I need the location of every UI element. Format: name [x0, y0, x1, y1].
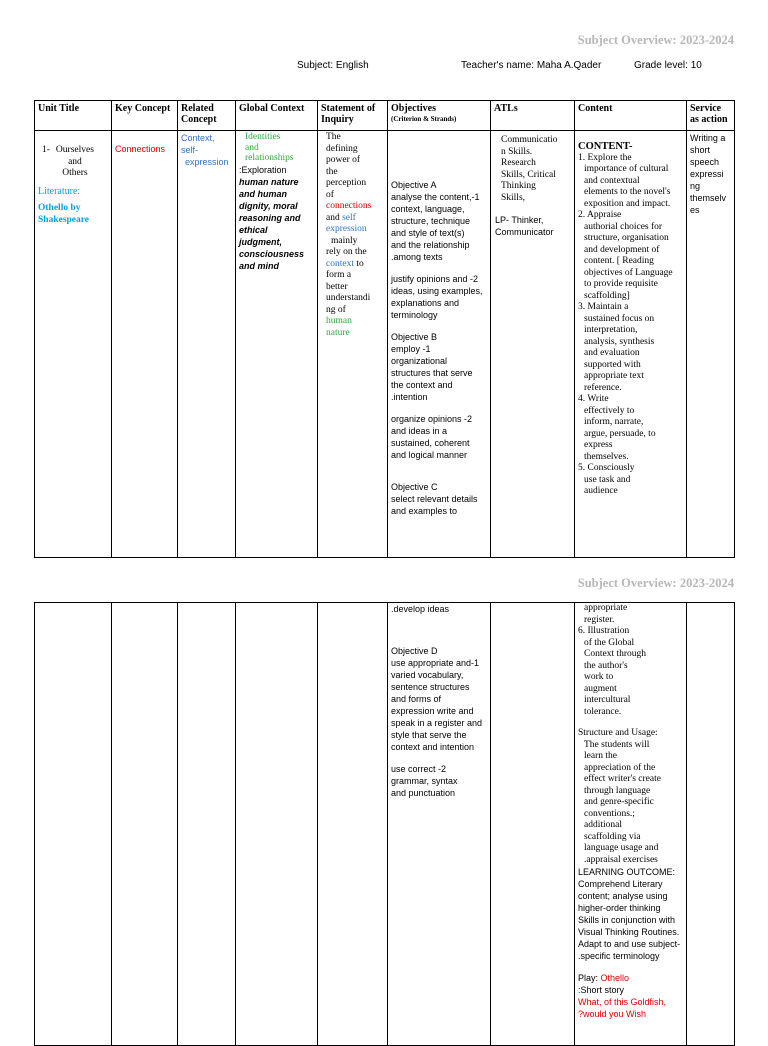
objective-b-title: Objective B: [391, 332, 438, 342]
objectives-cell: [388, 603, 491, 1046]
content-line: appropriate text: [584, 371, 644, 381]
content-line: sustained focus on: [584, 313, 655, 324]
outcome-line: higher-order thinking: [578, 903, 661, 913]
objective-line: explanations and: [391, 298, 460, 308]
global-context-line: reasoning and: [239, 212, 301, 223]
content-line: content. [ Reading: [584, 256, 654, 266]
statement-line: understandi: [326, 293, 371, 303]
objectives-cell: [388, 131, 491, 558]
story-line: What, of this Goldfish,: [578, 997, 667, 1007]
global-context-cell: [236, 131, 318, 558]
related-concept-cell: [178, 603, 236, 1046]
content-line: to provide requisite: [584, 279, 658, 289]
objective-line: style that serve the: [391, 730, 467, 740]
objective-line: select relevant details: [391, 494, 478, 504]
statement-line: rely on the: [326, 247, 367, 257]
content-line: interpretation,: [584, 325, 638, 335]
objective-line: structure, technique: [391, 216, 471, 226]
atl-line: Thinking: [501, 181, 536, 191]
objectives-header-sub: (Criterion & Strands): [391, 115, 457, 123]
unit-name-line: and: [68, 156, 82, 167]
column-header-atls: ATLs: [491, 101, 575, 131]
structure-line: effect writer's create: [584, 774, 661, 784]
service-line: expressi: [690, 169, 724, 179]
atl-line: Research: [501, 158, 536, 168]
objective-line: grammar, syntax: [391, 776, 458, 786]
structure-line: .appraisal exercises: [584, 854, 658, 865]
related-concept-cell: [178, 131, 236, 558]
objective-line: structures that serve: [391, 368, 473, 378]
unit-name: [56, 145, 94, 180]
objective-line: organize opinions -2: [391, 414, 473, 424]
learning-outcome: [578, 866, 683, 962]
service-line: short: [690, 145, 711, 155]
global-context-title-line: and: [245, 142, 259, 153]
objective-c-strand-1: [391, 493, 487, 517]
objective-line: and the relationship: [391, 240, 470, 250]
content-line: and contextual: [584, 175, 640, 186]
content-line: objectives of Language: [584, 267, 673, 278]
global-context-line: ethical: [239, 224, 268, 235]
content-line: authorial choices for: [584, 221, 663, 232]
content-line: 6. Illustration: [578, 626, 630, 636]
table-row: [35, 603, 735, 1046]
outcome-line: Adapt to and use subject-: [578, 939, 681, 949]
play-label: Play:: [578, 973, 599, 983]
play-title: Othello: [600, 973, 630, 983]
short-story-label: :Short story: [578, 985, 625, 995]
outcome-line: LEARNING OUTCOME:: [578, 867, 676, 877]
objective-line: and logical manner: [391, 450, 468, 460]
overview-table-page2: [34, 602, 735, 1046]
table-header-row: [35, 101, 735, 131]
outcome-line: .specific terminology: [578, 951, 660, 961]
objective-line: sustained, coherent: [391, 438, 470, 448]
grade-level: Grade level: 10: [634, 60, 702, 71]
overview-table-page1: [34, 100, 735, 558]
related-concept-line: Context,: [181, 133, 215, 143]
content-line: elements to the novel's: [584, 187, 671, 197]
objective-a-strand-2: [391, 273, 487, 321]
objective-d-strand-1: [391, 657, 487, 753]
statement-word-nature: nature: [326, 327, 350, 338]
content-list-continued: [578, 603, 683, 718]
outcome-line: Visual Thinking Routines.: [578, 927, 680, 937]
key-concept: Connections: [115, 144, 166, 154]
content-line: tolerance.: [584, 706, 622, 717]
content-line: augment: [584, 683, 617, 694]
global-context-line: human nature: [239, 176, 299, 187]
learner-profile-line: LP- Thinker,: [495, 215, 544, 225]
global-context-line: consciousness: [239, 248, 305, 259]
content-line: intercultural: [584, 695, 631, 705]
objective-line: use appropriate and-1: [391, 658, 480, 668]
subject-label: Subject: English: [297, 60, 369, 71]
unit-title-cell: [35, 603, 112, 1046]
statement-word-expression: expression: [326, 224, 367, 234]
page-header-title: Subject Overview: 2023-2024: [577, 33, 734, 47]
atls-cell: [491, 131, 575, 558]
column-header-related-concept: Related Concept: [178, 101, 236, 131]
book-title-line: Shakespeare: [38, 214, 90, 225]
objective-line: and examples to: [391, 506, 458, 516]
content-line: 1. Explore the: [578, 152, 632, 163]
statement-line: better: [326, 281, 348, 292]
content-line: effectively to: [584, 405, 635, 416]
objective-line: the context and: [391, 380, 453, 390]
statement-word: and: [326, 212, 340, 223]
learner-profile: [495, 214, 571, 238]
structure-line: conventions.;: [584, 808, 635, 819]
statement-line: mainly: [331, 235, 358, 246]
structure-line: Structure and Usage:: [578, 728, 658, 738]
content-cell: [575, 603, 687, 1046]
statement-cell: [318, 603, 388, 1046]
global-context-line: dignity, moral: [239, 200, 298, 211]
service-line: es: [690, 205, 700, 215]
objective-line: terminology: [391, 310, 438, 320]
objective-d-title: Objective D: [391, 646, 438, 656]
objective-line: varied vocabulary,: [391, 670, 464, 680]
structure-line: and genre-specific: [584, 797, 654, 807]
statement-line: The: [326, 132, 341, 142]
content-line: 4. Write: [578, 394, 609, 404]
literature-label: Literature:: [38, 185, 81, 197]
content-line: supported with: [584, 359, 641, 370]
objective-line: and forms of: [391, 694, 442, 704]
service-cell: [687, 603, 735, 1046]
structure-line: additional: [584, 820, 622, 830]
outcome-line: Comprehend Literary: [578, 879, 663, 889]
content-line: inform, narrate,: [584, 417, 644, 427]
outcome-line: Skills in conjunction with: [578, 915, 676, 925]
atl-line: Communicatio: [501, 135, 558, 145]
related-concept-line: expression: [185, 157, 229, 167]
key-concept-cell: [112, 131, 178, 558]
service-cell: [687, 131, 735, 558]
content-title: CONTENT-: [578, 141, 633, 152]
statement-word-connections: connections: [326, 201, 372, 211]
objective-line: sentence structures: [391, 682, 470, 692]
objectives-header-label: Objectives: [391, 103, 436, 114]
statement-cell: [318, 131, 388, 558]
global-context-line: and mind: [239, 260, 279, 271]
objective-d-strand-2: [391, 763, 487, 799]
statement-line: the: [326, 166, 338, 177]
statement-line: ng of: [326, 304, 346, 315]
objective-line: use correct -2: [391, 764, 447, 774]
unit-name-line: Ourselves: [55, 145, 94, 155]
unit-name-line: Others: [62, 168, 88, 178]
content-line: the author's: [584, 660, 628, 671]
structure-line: learn the: [584, 751, 617, 761]
content-line: audience: [584, 486, 618, 496]
unit-number: 1-: [42, 145, 50, 155]
column-header-unit-title: Unit Title: [35, 101, 112, 131]
global-context-cell: [236, 603, 318, 1046]
related-concept-line: self-: [181, 145, 199, 155]
objective-c-title: Objective C: [391, 482, 438, 492]
content-list: [578, 153, 683, 498]
book-title: [38, 203, 108, 226]
column-header-service: Service as action: [687, 101, 735, 131]
content-line: register.: [584, 614, 615, 625]
key-concept-cell: [112, 603, 178, 1046]
short-story-title: [578, 996, 683, 1020]
objective-b-strand-2: [391, 413, 487, 461]
table-row: [35, 131, 735, 558]
global-context-title-line: relationships: [245, 153, 294, 163]
objective-line: justify opinions and -2: [391, 274, 479, 284]
objective-line: and punctuation: [391, 788, 456, 798]
objective-line: and ideas in a: [391, 426, 448, 436]
outcome-line: content; analyse using: [578, 891, 668, 901]
column-header-statement: Statement of Inquiry: [318, 101, 388, 131]
objective-line: .intention: [391, 392, 428, 402]
structure-line: language usage and: [584, 843, 659, 853]
content-line: reference.: [584, 382, 622, 393]
content-line: and evaluation: [584, 348, 640, 358]
column-header-objectives: [388, 101, 491, 131]
objective-line: analyse the content,-1: [391, 192, 480, 202]
service-line: speech: [690, 157, 720, 167]
structure-line: scaffolding via: [584, 831, 641, 842]
column-header-content: Content: [575, 101, 687, 131]
objective-a-title: Objective A: [391, 180, 437, 190]
objective-line: .develop ideas: [391, 604, 450, 614]
service-line: ng: [690, 181, 701, 191]
service-line: themselv: [690, 193, 727, 203]
teacher-name: Teacher's name: Maha A.Qader: [461, 60, 602, 71]
objective-line: organizational: [391, 356, 448, 366]
statement-line: perception: [326, 178, 367, 188]
objective-line: employ -1: [391, 344, 431, 354]
statement-line: form a: [326, 270, 352, 280]
statement-line: power of: [326, 155, 361, 165]
content-line: structure, organisation: [584, 233, 669, 243]
objective-line: context and intention: [391, 742, 475, 752]
statement-line: of: [326, 189, 334, 200]
global-context-title: [239, 132, 314, 164]
service-line: Writing a: [690, 133, 726, 143]
content-line: importance of cultural: [584, 164, 669, 174]
story-line: ?would you Wish: [578, 1009, 647, 1019]
objective-line: context, language,: [391, 204, 465, 214]
atl-line: Skills,: [501, 192, 526, 203]
objective-line: ideas, using examples,: [391, 286, 483, 296]
statement-word-human: human: [326, 316, 352, 326]
objective-a-strand-1: [391, 191, 487, 263]
document-meta: [0, 60, 768, 74]
global-context-line: and human: [239, 188, 288, 199]
global-context-intro: :Exploration: [239, 164, 287, 175]
statement-line: defining: [326, 143, 358, 154]
column-header-key-concept: Key Concept: [112, 101, 178, 131]
structure-line: The students will: [584, 739, 650, 750]
content-line: Context through: [584, 649, 647, 659]
column-header-global-context: Global Context: [236, 101, 318, 131]
objective-b-strand-1: [391, 343, 487, 403]
atl-line: n Skills.: [501, 146, 533, 157]
content-line: appropriate: [584, 603, 628, 613]
content-line: analysis, synthesis: [584, 336, 655, 347]
play-line: [578, 972, 683, 984]
content-line: of the Global: [584, 637, 635, 648]
content-line: and development of: [584, 244, 660, 255]
global-context-body: [239, 176, 314, 272]
objective-line: .among texts: [391, 252, 443, 262]
learner-profile-line: Communicator: [495, 227, 554, 237]
structure-line: through language: [584, 785, 651, 796]
content-line: express: [584, 440, 613, 450]
page-header-title: Subject Overview: 2023-2024: [577, 576, 734, 590]
content-line: themselves.: [584, 451, 629, 462]
content-cell: [575, 131, 687, 558]
global-context-title-line: Identities: [245, 132, 281, 142]
atl-line: Skills, Critical: [501, 169, 556, 180]
global-context-line: judgment,: [239, 236, 282, 247]
content-line: scaffolding]: [584, 290, 630, 301]
statement-word: to: [356, 258, 364, 269]
statement-word-self: self: [342, 212, 356, 223]
book-title-line: Othello by: [38, 203, 81, 213]
content-line: use task and: [584, 474, 631, 485]
content-line: 5. Consciously: [578, 463, 635, 473]
content-line: argue, persuade, to: [584, 428, 656, 439]
structure-line: appreciation of the: [584, 762, 656, 773]
content-line: 3. Maintain a: [578, 302, 629, 312]
content-line: exposition and impact.: [584, 198, 671, 209]
unit-title-cell: [35, 131, 112, 558]
objective-line: and style of text(s): [391, 228, 465, 238]
objective-line: expression write and: [391, 706, 474, 716]
structure-and-usage: [578, 728, 683, 866]
content-line: 2. Appraise: [578, 210, 622, 220]
content-line: work to: [584, 672, 614, 682]
statement-word-context: context: [326, 258, 354, 269]
objective-line: speak in a register and: [391, 718, 483, 728]
atls-cell: [491, 603, 575, 1046]
